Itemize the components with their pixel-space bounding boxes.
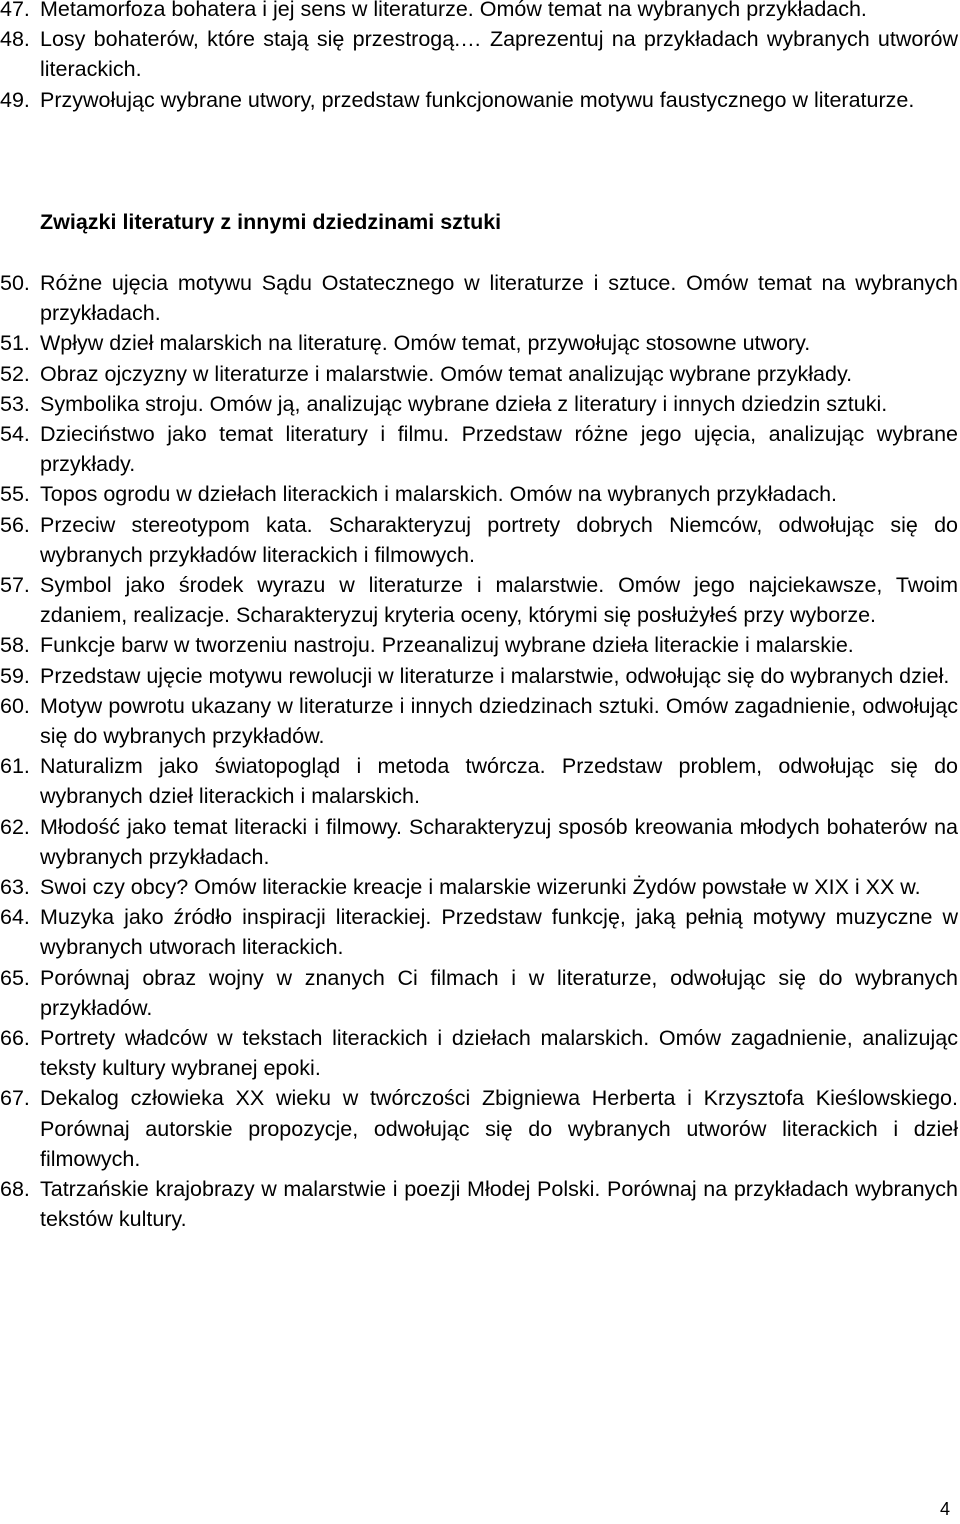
item-text: Przeciw stereotypom kata. Scharakteryzuj portrety dobrych Niemców, odwołując się do wybranych przykładów literackich i filmowych. [40, 512, 958, 567]
topic-list [0, 268, 958, 1235]
item-text: Przywołując wybrane utwory, przedstaw funkcjonowanie motywu faustycznego w literaturze. [40, 87, 915, 112]
item-number: 49. [0, 87, 30, 112]
topic-list-continued [0, 0, 958, 115]
item-text: Porównaj obraz wojny w znanych Ci filmach i w literaturze, odwołując się do wybranych przykładów. [40, 965, 958, 1020]
item-text: Dekalog człowieka XX wieku w twórczości Zbigniewa Herberta i Krzysztofa Kieślowskiego. Porównaj autorskie propozycje, odwołując się do wybranych utworów literackich i dzieł filmowych. [40, 1086, 958, 1171]
item-text: Funkcje barw w tworzeniu nastroju. Przeanalizuj wybrane dzieła literackie i malarskie. [40, 633, 854, 658]
item-text: Symbol jako środek wyrazu w literaturze i malarstwie. Omów jego najciekawsze, Twoim zdaniem, realizacje. Scharakteryzuj kryteria oceny, którymi się posłużyłeś przy wyborze. [40, 573, 958, 628]
list-item [0, 872, 958, 902]
item-number: 64. [0, 905, 30, 930]
section-heading: Związki literatury z innymi dziedzinami sztuki [40, 210, 502, 234]
item-text: Portrety władców w tekstach literackich i dziełach malarskich. Omów zagadnienie, analizując teksty kultury wybranej epoki. [40, 1026, 958, 1081]
item-number: 50. [0, 271, 30, 295]
item-number: 57. [0, 573, 30, 598]
item-text: Muzyka jako źródło inspiracji literackiej. Przedstaw funkcję, jaką pełnią motywy muzyczne w wybranych utworach literackich. [40, 905, 958, 960]
item-text: Swoi czy obcy? Omów literackie kreacje i malarskie wizerunki Żydów powstałe w XIX i XX w. [40, 875, 921, 900]
list-item [0, 510, 958, 570]
item-number: 59. [0, 663, 30, 688]
item-number: 54. [0, 422, 30, 447]
item-number: 55. [0, 482, 30, 507]
list-item [0, 751, 958, 811]
item-number: 53. [0, 391, 30, 416]
list-item [0, 630, 958, 660]
item-number: 52. [0, 361, 30, 386]
list-item [0, 902, 958, 962]
item-number: 56. [0, 512, 30, 537]
item-number: 61. [0, 754, 30, 779]
page-number: 4 [939, 1499, 950, 1519]
list-item [0, 812, 958, 872]
list-item [0, 1174, 958, 1234]
item-number: 67. [0, 1086, 30, 1111]
list-item [0, 85, 958, 115]
list-item [0, 0, 958, 24]
list-item [0, 389, 958, 419]
item-number: 62. [0, 814, 30, 839]
item-text: Młodość jako temat literacki i filmowy. Scharakteryzuj sposób kreowania młodych bohaterów na wybranych przykładach. [40, 814, 958, 869]
item-number: 66. [0, 1026, 30, 1051]
item-number: 68. [0, 1177, 30, 1202]
list-item [0, 359, 958, 389]
item-text: Motyw powrotu ukazany w literaturze i innych dziedzinach sztuki. Omów zagadnienie, odwołując się do wybranych przykładów. [40, 693, 958, 749]
item-number: 63. [0, 875, 30, 900]
item-text: Przedstaw ujęcie motywu rewolucji w literaturze i malarstwie, odwołując się do wybranych dzieł. [40, 663, 950, 688]
item-text: Różne ujęcia motywu Sądu Ostatecznego w literaturze i sztuce. Omów temat na wybranych przykładach. [40, 271, 958, 326]
item-text: Metamorfoza bohatera i jej sens w literaturze. Omów temat na wybranych przykładach. [40, 0, 867, 21]
item-text: Dzieciństwo jako temat literatury i filmu. Przedstaw różne jego ujęcia, analizując wybrane przykłady. [40, 422, 958, 477]
list-item [0, 963, 958, 1023]
item-number: 58. [0, 633, 30, 658]
list-item [0, 268, 958, 328]
item-text: Topos ogrodu w dziełach literackich i malarskich. Omów na wybranych przykładach. [40, 482, 838, 507]
item-number: 47. [0, 0, 30, 21]
list-item [0, 1083, 958, 1174]
list-item [0, 1023, 958, 1083]
list-item [0, 479, 958, 509]
list-item [0, 24, 958, 84]
item-number: 51. [0, 331, 30, 356]
list-item [0, 419, 958, 479]
item-text: Symbolika stroju. Omów ją, analizując wybrane dzieła z literatury i innych dziedzin sztuki. [40, 391, 888, 416]
item-text: Losy bohaterów, które stają się przestrogą.… Zaprezentuj na przykładach wybranych utworów literackich. [40, 27, 958, 82]
list-item [0, 661, 958, 691]
list-item [0, 691, 958, 751]
item-text: Naturalizm jako światopogląd i metoda twórcza. Przedstaw problem, odwołując się do wybranych dzieł literackich i malarskich. [40, 754, 958, 809]
item-text: Tatrzańskie krajobrazy w malarstwie i poezji Młodej Polski. Porównaj na przykładach wybranych tekstów kultury. [40, 1177, 958, 1232]
item-text: Obraz ojczyzny w literaturze i malarstwie. Omów temat analizując wybrane przykłady. [40, 361, 853, 386]
item-text: Wpływ dzieł malarskich na literaturę. Omów temat, przywołując stosowne utwory. [40, 331, 811, 356]
item-number: 48. [0, 27, 30, 52]
list-item [0, 570, 958, 630]
list-item [0, 328, 958, 358]
item-number: 60. [0, 693, 30, 718]
item-number: 65. [0, 965, 30, 990]
